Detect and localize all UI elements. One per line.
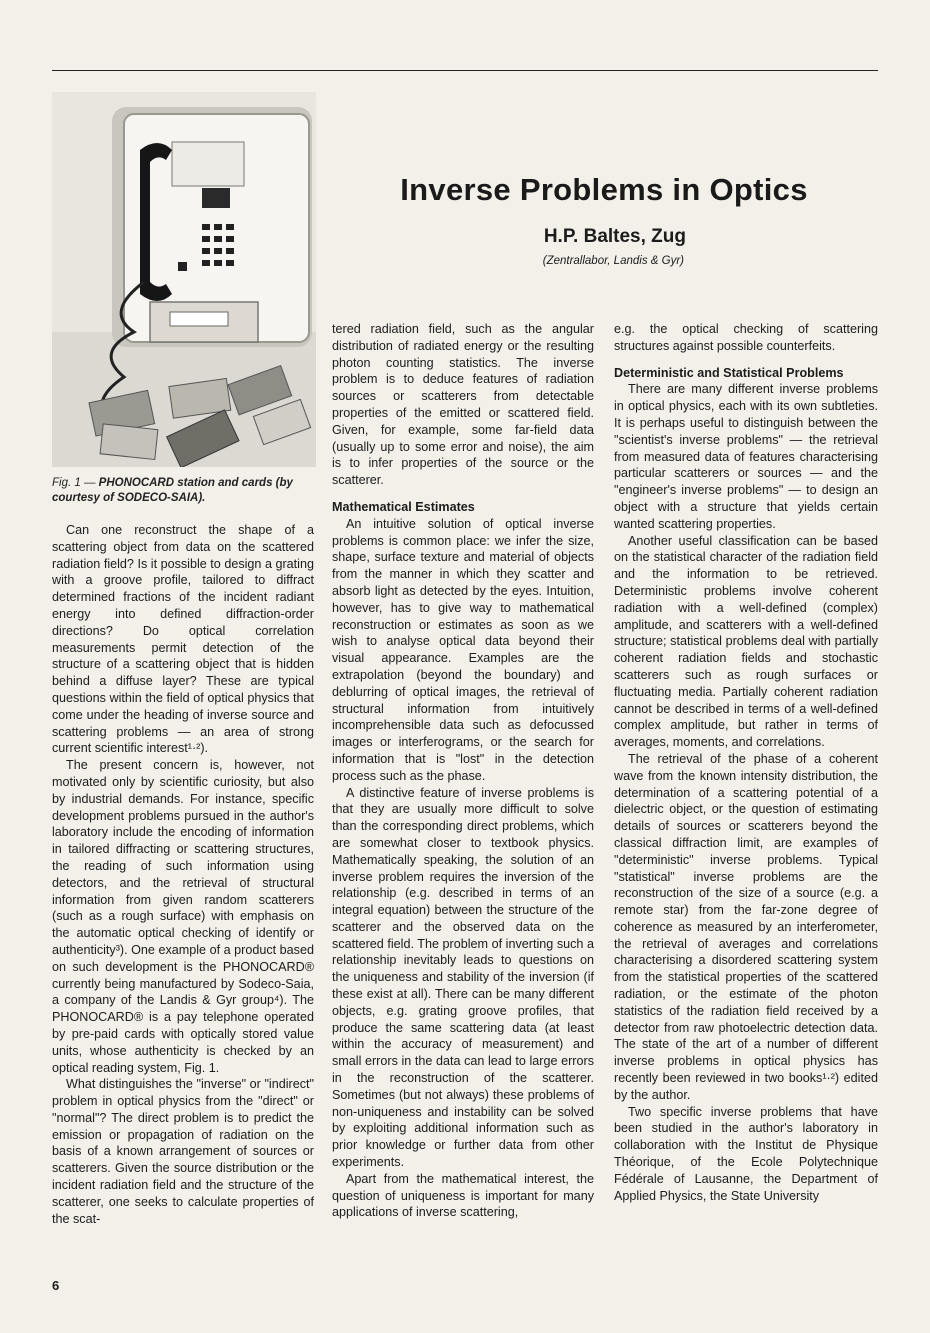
paragraph: e.g. the optical checking of scattering structures against possible counterfeits.	[614, 322, 878, 353]
paragraph: There are many different inverse problems in optical physics, each with its own subtleties. It is perhaps useful to distinguish between the "scientist's inverse problems" — the retrieval from measured data of features characterising particular scatterers or sources — and the "engineer's inverse problems" — to design an object with a structure that yields certain wanted scattering properties.	[614, 382, 878, 531]
top-rule	[52, 70, 878, 71]
page-title: Inverse Problems in Optics	[400, 172, 808, 207]
section-heading: Deterministic and Statistical Problems	[614, 365, 844, 380]
paragraph: A distinctive feature of inverse problems is that they are usually more difficult to solve than the corresponding direct problems, which are somewhat closer to textbook physics. Mathematically speaking, the solution of an inverse problem requires the inversion of the relationship (e.g. described in terms of an integral equation) between the structure of the scatterer and the observed data on the scattered field. The problem of inverting such a relationship inevitably leads to questions on the uniqueness and stability of the inversion (if these exist at all). There can be many different objects, e.g. grating groove profiles, that produce the same scattering data (at least within the accuracy of measurement) and small errors in the data can lead to large errors in the reconstruction of the scatterer. Sometimes (but not always) these problems of non-uniqueness and instability can be solved by exploiting additional information such as prior knowledge or further data from other experiments.	[332, 785, 594, 1170]
paragraph: Can one reconstruct the shape of a scattering object from data on the scattered radiation field? Is it possible to design a grating with a groove profile, tailored to diffract determined fractions of the incident radiant energy into defined diffraction-order directions? Do optical correlation measurements permit detection of the structure of a scattering object that is hidden behind a diffuse layer? These are typical questions within the field of optical physics that come under the heading of inverse source and scattering problems — an area of strong current scientific interest¹·²).	[52, 523, 314, 756]
column-3	[614, 321, 878, 1204]
paragraph: The retrieval of the phase of a coherent wave from the known intensity distribution, the determination of a scattering potential of a dielectric object, or the question of estimating details of sources or scatterers beyond the classical diffraction limit, are examples of "deterministic" inverse problems. Typical "statistical" inverse problems are the reconstruction of the size of a source (e.g. a remote star) from the far-zone degree of coherence as measured by an interferometer, the retrieval of averages and correlations characterising a disordered scattering system from the statistical properties of the scattered radiation, or the estimate of the photon statistics of the radiation field received by a detector from raw photoelectric detection data. The state of the art of a number of different inverse problems in optical physics has recently been reviewed in two books¹·²) edited by the author.	[614, 751, 878, 1102]
phone-illustration	[52, 92, 316, 467]
phonocard-photo	[52, 92, 316, 467]
paragraph: tered radiation field, such as the angular distribution of radiated energy or the resulting photon counting statistics. The inverse problem is to deduce features of radiation sources or scatterers from detectable properties of the emitted or scattered field. Given, for example, some far-field data (usually up to some error and noise), the aim is to infer properties of the source or the scatterer.	[332, 322, 594, 488]
paragraph: The present concern is, however, not motivated only by scientific curiosity, but also by industrial demands. For instance, specific development problems pursued in the author's laboratory include the encoding of information in tailored diffracting or scattering structures, the reading of such information using detectors, and the retrieval of structural information from given random scatterers (such as a rough surface) with emphasis on the automatic optical checking of identify or authenticity³). One example of a product based on such development is the PHONOCARD® currently being manufactured by Sodeco-Saia, a company of the Landis & Gyr group⁴). The PHONOCARD® is a pay telephone operated by pre-paid cards with optically stored value units, whose authenticity is checked by an optical reading system, Fig. 1.	[52, 758, 314, 1075]
caption-main: PHONOCARD station and cards	[98, 477, 273, 489]
section-heading: Mathematical Estimates	[332, 499, 475, 514]
column-1	[52, 522, 314, 1227]
author-name: H.P. Baltes, Zug	[543, 226, 686, 247]
page-number: 6	[52, 1278, 60, 1293]
paragraph: An intuitive solution of optical inverse problems is common place: we infer the size, shape, surface texture and material of objects from the manner in which they scatter and absorb light as detected by the eyes. Intuition, however, has to give way to mathematical reconstruction or estimates as soon as we wish to analyse optical data beyond their visual appearance. Examples are the extrapolation (beyond the boundary) and deblurring of optical images, the retrieval of structural information from intuitively incomprehensible data such as defocussed images or interferograms, or the search for information that is "lost" in the detection process such as the phase.	[332, 516, 594, 783]
author-block	[330, 225, 878, 269]
figure-caption	[52, 476, 320, 506]
paragraph: Another useful classification can be based on the statistical character of the radiation field and the information to be retrieved. Deterministic problems involve coherent radiation with a well-defined (complex) amplitude, and scatterers with a well-defined structure; statistical problems deal with partially coherent radiation fields and stochastic scatterers such as rough surfaces or fluctuating media. Partially coherent radiation cannot be described in terms of a well-defined complex amplitude, but rather in terms of averages, moments, and correlations.	[614, 533, 878, 750]
caption-credit: (by courtesy of SODECO-SAIA).	[52, 477, 293, 504]
caption-label: Fig. 1 —	[52, 477, 99, 489]
title-block	[330, 170, 878, 210]
author-affiliation: (Zentrallabor, Landis & Gyr)	[542, 255, 684, 267]
paragraph: Apart from the mathematical interest, the question of uniqueness is important for many applications of inverse scattering,	[332, 1171, 594, 1220]
paragraph: Two specific inverse problems that have been studied in the author's laboratory in collaboration with the Institut de Physique Théorique, of the Ecole Polytechnique Fédérale of Lausanne, the Department of Applied Physics, the State University	[614, 1104, 878, 1203]
paragraph: What distinguishes the "inverse" or "indirect" problem in optical physics from the "direct" or "normal"? The direct problem is to predict the emission or propagation of radiation on the basis of a known arrangement of sources or scatterers. Given the source distribution or the incident radiation field and the structure of the scatterer, one seeks to calculate properties of the scat-	[52, 1077, 314, 1226]
column-2	[332, 321, 594, 1221]
